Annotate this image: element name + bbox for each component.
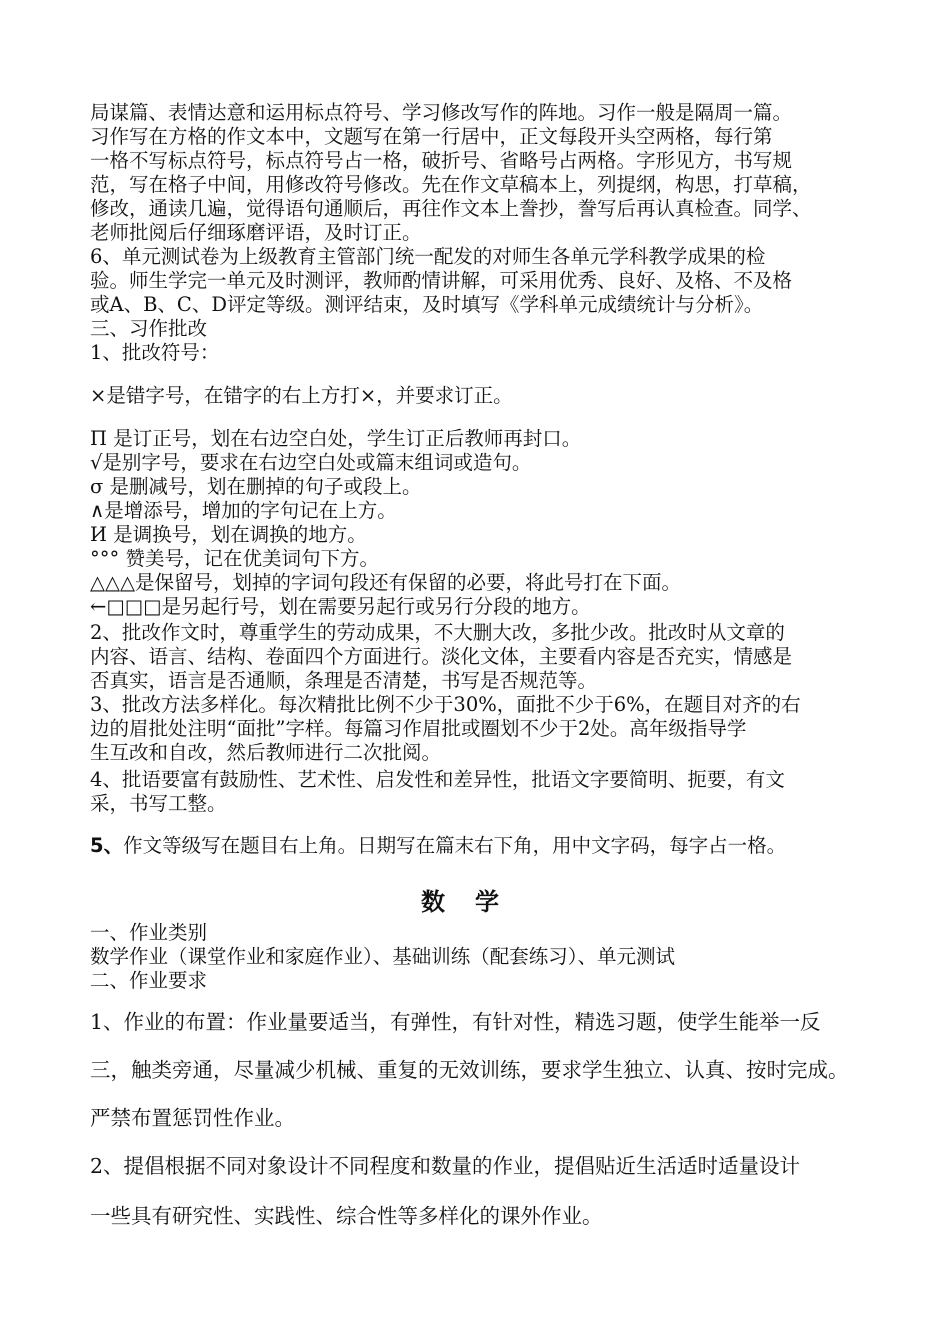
symbol-line: √是别字号，要求在右边空白处或篇末组词或造句。 xyxy=(90,451,532,474)
math-heading: 二、作业要求 xyxy=(90,969,208,992)
text-line: 数学作业（课堂作业和家庭作业）、基础训练（配套练习）、单元测试 xyxy=(90,945,676,968)
text-line: 三，触类旁通，尽量减少机械、重复的无效训练，要求学生独立、认真、按时完成。 xyxy=(90,1058,849,1082)
math-section-title: 数学 xyxy=(421,888,529,916)
text-line: 4、批语要富有鼓励性、艺术性、启发性和差异性，批语文字要简明、扼要，有文 xyxy=(90,768,785,791)
text-line: 一些具有研究性、实践性、综合性等多样化的课外作业。 xyxy=(90,1204,603,1228)
symbol-line: ←□□□是另起行号，划在需要另起行或另行分段的地方。 xyxy=(90,595,591,618)
text-line: 局谋篇、表情达意和运用标点符号、学习修改写作的阵地。习作一般是隔周一篇。 xyxy=(90,101,793,124)
symbol-line: △△△是保留号，划掉的字词句段还有保留的必要，将此号打在下面。 xyxy=(90,571,681,594)
symbol-line: ∧是增添号，增加的字句记在上方。 xyxy=(90,499,397,522)
text-line: 修改，通读几遍，觉得语句通顺后，再往作文本上誊抄，誊写后再认真检查。同学、 xyxy=(90,197,812,220)
text-line: 采，书写工整。 xyxy=(90,792,227,815)
text-line: 生互改和自改，然后教师进行二次批阅。 xyxy=(90,741,442,764)
text-line: 1、作业的布置：作业量要适当，有弹性，有针对性，精选习题，使学生能举一反 xyxy=(90,1010,821,1034)
symbol-line: Π 是订正号，划在右边空白处，学生订正后教师再封口。 xyxy=(90,427,582,450)
text-line: 内容、语言、结构、卷面四个方面进行。淡化文体，主要看内容是否充实，情感是 xyxy=(90,645,793,668)
symbol-line: °°° 赞美号，记在优美词句下方。 xyxy=(90,547,379,570)
text-line: 范，写在格子中间，用修改符号修改。先在作文草稿本上，列提纲，构思，打草稿， xyxy=(90,173,812,196)
text-line: 2、批改作文时，尊重学生的劳动成果，不大删大改，多批少改。批改时从文章的 xyxy=(90,621,785,644)
item-5-number: 5、 xyxy=(90,834,124,857)
symbol-line: И 是调换号，划在调换的地方。 xyxy=(90,523,367,546)
symbol-line: σ 是删减号，划在删掉的句子或段上。 xyxy=(90,475,422,498)
text-line: 1、批改符号： xyxy=(90,341,220,364)
item-5-text: 作文等级写在题目右上角。日期写在篇末右下角，用中文字码，每字占一格。 xyxy=(123,834,787,857)
text-line: 3、批改方法多样化。每次精批比例不少于30%，面批不少于6%，在题目对齐的右 xyxy=(90,693,801,716)
text-line: 老师批阅后仔细琢磨评语，及时订正。 xyxy=(90,221,422,244)
text-line: 6、单元测试卷为上级教育主管部门统一配发的对师生各单元学科教学成果的检 xyxy=(90,245,766,268)
text-line: 否真实，语言是否通顺，条理是否清楚，书写是否规范等。 xyxy=(90,669,598,692)
text-line: 边的眉批处注明“面批”字样。每篇习作眉批或圈划不少于2处。高年级指导学 xyxy=(90,717,747,740)
text-line: 严禁布置惩罚性作业。 xyxy=(90,1106,295,1130)
text-line: 或A、B、C、D评定等级。测评结束，及时填写《学科单元成绩统计与分析》。 xyxy=(90,293,764,316)
text-line: 2、提倡根据不同对象设计不同程度和数量的作业，提倡贴近生活适时适量设计 xyxy=(90,1154,801,1178)
section-heading: 三、习作批改 xyxy=(90,317,208,340)
item-5-line xyxy=(90,834,880,858)
math-heading: 一、作业类别 xyxy=(90,921,208,944)
symbol-line: ×是错字号，在错字的右上方打×，并要求订正。 xyxy=(90,384,513,407)
text-line: 习作写在方格的作文本中，文题写在第一行居中，正文每段开头空两格，每行第 xyxy=(90,125,773,148)
text-line: 验。师生学完一单元及时测评，教师酌情讲解，可采用优秀、良好、及格、不及格 xyxy=(90,269,793,292)
text-line: 一格不写标点符号，标点符号占一格，破折号、省略号占两格。字形见方，书写规 xyxy=(90,149,793,172)
